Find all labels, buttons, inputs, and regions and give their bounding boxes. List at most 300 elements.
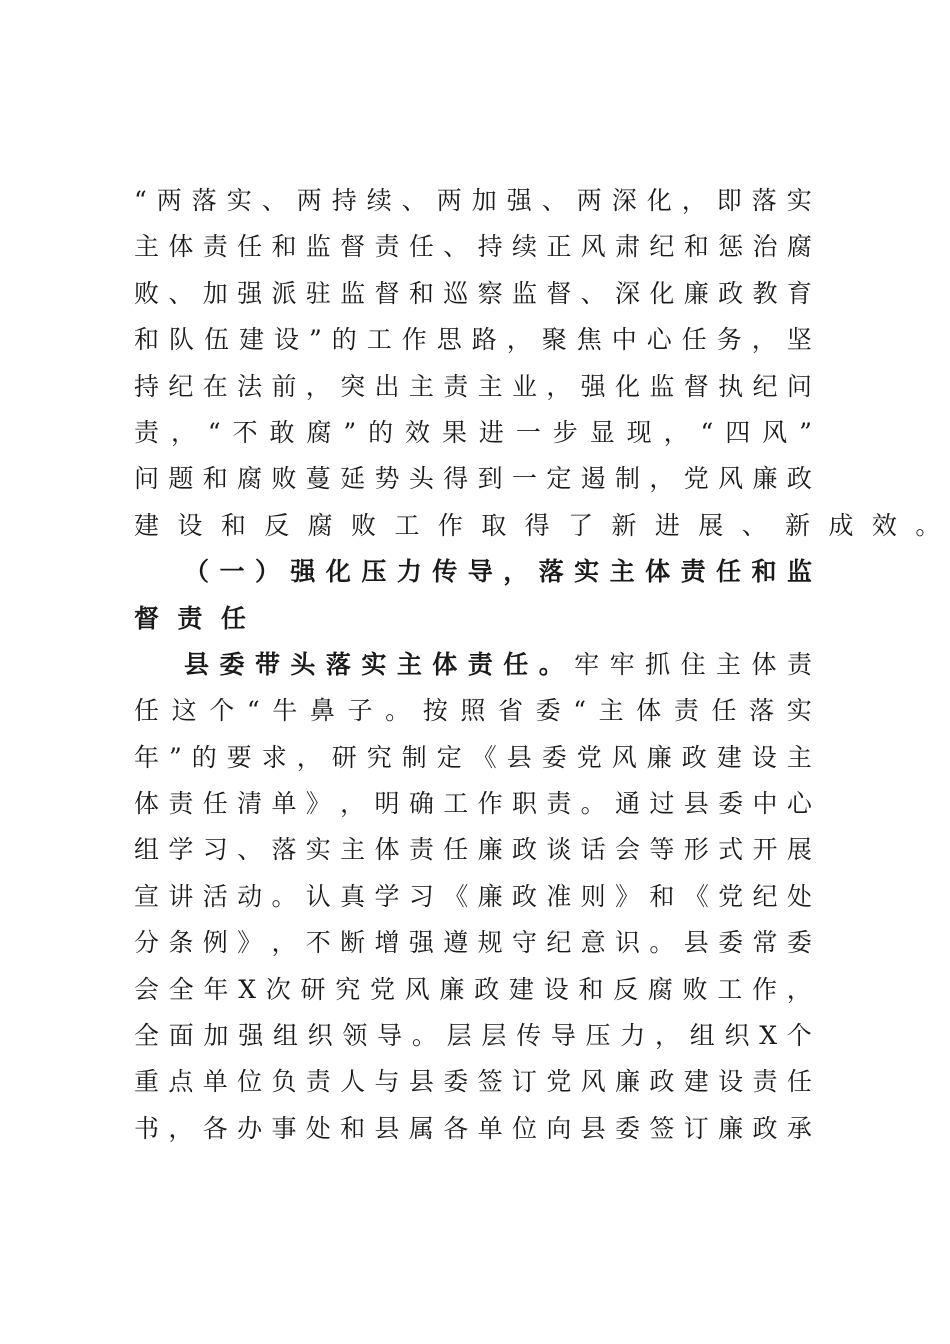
paragraph-line <box>134 271 812 317</box>
glyph: 实 <box>574 557 600 587</box>
glyph: 一 <box>511 464 537 494</box>
glyph: 个 <box>209 696 235 726</box>
glyph: 各 <box>443 1113 469 1143</box>
glyph: 识 <box>615 928 641 958</box>
glyph: 果 <box>441 417 467 447</box>
glyph: 》 <box>615 881 641 911</box>
glyph: 清 <box>237 789 263 819</box>
glyph: 工 <box>443 789 469 819</box>
glyph: 化 <box>649 278 675 308</box>
glyph: 织 <box>724 1021 750 1051</box>
glyph: 焦 <box>576 325 602 355</box>
glyph: 组 <box>689 1021 715 1051</box>
glyph: 教 <box>752 278 778 308</box>
glyph: 责 <box>680 557 706 587</box>
glyph: 主 <box>786 742 812 772</box>
glyph: ） <box>254 557 280 587</box>
glyph: 廉 <box>752 464 778 494</box>
glyph: 设 <box>751 742 777 772</box>
glyph: 、 <box>401 186 427 215</box>
glyph: 习 <box>408 881 434 911</box>
glyph: 新 <box>611 510 637 540</box>
glyph: 住 <box>680 649 706 679</box>
glyph: 组 <box>272 1021 298 1051</box>
glyph: 属 <box>408 1113 434 1143</box>
glyph: 面 <box>168 1021 194 1051</box>
glyph: 遵 <box>443 928 469 958</box>
glyph: 党 <box>546 1067 572 1097</box>
glyph: 委 <box>443 1067 469 1097</box>
glyph: 个 <box>786 1021 812 1051</box>
glyph: 的 <box>368 417 394 447</box>
glyph: 建 <box>508 974 534 1004</box>
glyph: 委 <box>535 696 561 726</box>
glyph: 实 <box>786 696 812 726</box>
glyph: 各 <box>202 1113 228 1143</box>
glyph: 和 <box>751 557 777 587</box>
glyph: 》 <box>237 928 263 958</box>
glyph: 心 <box>786 789 812 819</box>
glyph: 体 <box>636 696 662 726</box>
glyph: 强 <box>290 557 316 587</box>
glyph: “ <box>700 417 714 447</box>
glyph: 牛 <box>272 696 298 726</box>
glyph: 设 <box>274 325 300 355</box>
glyph: 败 <box>351 510 377 540</box>
glyph: 牢 <box>574 649 600 679</box>
glyph: 进 <box>478 417 504 447</box>
glyph: ” <box>169 742 182 772</box>
glyph: 主 <box>716 649 742 679</box>
glyph: 了 <box>568 510 594 540</box>
glyph: 过 <box>649 789 675 819</box>
glyph: 县 <box>506 742 532 772</box>
glyph: 两 <box>156 186 182 215</box>
glyph: 制 <box>615 464 641 494</box>
glyph: 督 <box>374 278 400 308</box>
glyph: 驻 <box>305 278 331 308</box>
glyph: 。 <box>385 696 411 726</box>
glyph: 政 <box>752 1113 778 1143</box>
glyph: ， <box>168 1113 194 1143</box>
glyph: 职 <box>511 789 537 819</box>
glyph: 准 <box>546 881 572 911</box>
glyph: 学 <box>168 835 194 865</box>
glyph: 处 <box>305 1113 331 1143</box>
glyph: 动 <box>237 881 263 911</box>
glyph: 明 <box>374 789 400 819</box>
glyph: 这 <box>171 696 197 726</box>
glyph: 传 <box>432 557 458 587</box>
glyph: 宣 <box>134 881 160 911</box>
glyph: 和 <box>134 325 160 355</box>
glyph: 任 <box>237 232 263 262</box>
glyph: 委 <box>718 789 744 819</box>
glyph: 照 <box>460 696 486 726</box>
glyph: 体 <box>374 835 400 865</box>
glyph: 政 <box>786 464 812 494</box>
glyph: 体 <box>432 649 458 679</box>
glyph: 和 <box>649 881 675 911</box>
glyph: 题 <box>168 464 194 494</box>
glyph: 求 <box>261 742 287 772</box>
glyph: 意 <box>580 928 606 958</box>
paragraph-line <box>134 224 812 270</box>
glyph: 一 <box>219 557 245 587</box>
glyph: 县 <box>374 1113 400 1143</box>
glyph: 坚 <box>786 325 812 355</box>
glyph: 和 <box>683 232 709 262</box>
glyph: 建 <box>683 1067 709 1097</box>
glyph: 带 <box>254 649 280 679</box>
glyph: X <box>759 1021 778 1051</box>
glyph: 治 <box>752 232 778 262</box>
paragraph-line <box>134 364 812 410</box>
glyph: 风 <box>580 1067 606 1097</box>
glyph: 、 <box>741 510 767 540</box>
paragraph-line <box>134 827 812 873</box>
glyph: 责 <box>305 1067 331 1097</box>
glyph: 两 <box>576 186 602 215</box>
glyph: 主 <box>408 371 434 401</box>
glyph: 深 <box>615 278 641 308</box>
glyph: 深 <box>611 186 637 215</box>
glyph: 织 <box>307 1021 333 1051</box>
glyph: 体 <box>751 649 777 679</box>
glyph: 化 <box>325 557 351 587</box>
glyph: 廉 <box>718 1113 744 1143</box>
glyph: ， <box>506 325 532 355</box>
glyph: 按 <box>422 696 448 726</box>
glyph: 腐 <box>786 232 812 262</box>
glyph: 任 <box>202 789 228 819</box>
glyph: 开 <box>752 835 778 865</box>
glyph: 效 <box>405 417 431 447</box>
glyph: 党 <box>369 974 395 1004</box>
glyph: 督 <box>134 603 160 633</box>
glyph: 导 <box>377 1021 403 1051</box>
glyph: 作 <box>477 789 503 819</box>
glyph: 增 <box>374 928 400 958</box>
glyph: 腐 <box>237 464 263 494</box>
glyph: 思 <box>436 325 462 355</box>
glyph: 续 <box>511 232 537 262</box>
glyph: 心 <box>646 325 672 355</box>
glyph: 效 <box>871 510 897 540</box>
paragraph-line <box>134 1013 812 1059</box>
glyph: 加 <box>202 278 228 308</box>
glyph: 分 <box>134 928 160 958</box>
glyph: 任 <box>716 557 742 587</box>
glyph: 单 <box>202 1067 228 1097</box>
glyph: 的 <box>331 325 357 355</box>
glyph: 年 <box>203 974 229 1004</box>
glyph: 落 <box>538 557 564 587</box>
glyph: 蔓 <box>305 464 331 494</box>
glyph: ， <box>681 186 707 215</box>
glyph: 位 <box>237 1067 263 1097</box>
glyph: 落 <box>749 696 775 726</box>
glyph: 层 <box>446 1021 472 1051</box>
glyph: 遏 <box>580 464 606 494</box>
glyph: ” <box>309 325 322 355</box>
glyph: 加 <box>203 1021 229 1051</box>
glyph: 责 <box>752 1067 778 1097</box>
glyph: 会 <box>615 835 641 865</box>
glyph: 《 <box>443 881 469 911</box>
paragraph-line <box>134 410 812 456</box>
glyph: 办 <box>237 1113 263 1143</box>
glyph: 讲 <box>168 881 194 911</box>
glyph: 研 <box>331 742 357 772</box>
glyph: 头 <box>408 464 434 494</box>
glyph: 任 <box>408 232 434 262</box>
glyph: 、 <box>580 278 606 308</box>
glyph: ， <box>296 742 322 772</box>
glyph: 监 <box>340 278 366 308</box>
glyph: 抓 <box>645 649 671 679</box>
glyph: 、 <box>261 186 287 215</box>
glyph: 新 <box>785 510 811 540</box>
glyph: 作 <box>437 510 463 540</box>
glyph: 定 <box>436 742 462 772</box>
glyph: 导 <box>550 1021 576 1051</box>
glyph: 败 <box>271 464 297 494</box>
glyph: 廉 <box>615 1067 641 1097</box>
glyph: 体 <box>134 789 160 819</box>
glyph: 监 <box>786 557 812 587</box>
glyph: 落 <box>271 835 297 865</box>
glyph: 督 <box>340 232 366 262</box>
glyph: 话 <box>580 835 606 865</box>
glyph: 党 <box>576 742 602 772</box>
paragraph-line <box>134 456 812 502</box>
glyph: 问 <box>134 464 160 494</box>
glyph: 党 <box>683 464 709 494</box>
glyph: 腐 <box>306 417 332 447</box>
glyph: 研 <box>300 974 326 1004</box>
glyph: 廉 <box>646 742 672 772</box>
glyph: ” <box>343 417 357 447</box>
glyph: 督 <box>546 278 572 308</box>
glyph: 展 <box>786 835 812 865</box>
glyph: 风 <box>718 464 744 494</box>
glyph: 政 <box>511 835 537 865</box>
glyph: 政 <box>718 278 744 308</box>
glyph: 不 <box>305 928 331 958</box>
glyph: 政 <box>681 742 707 772</box>
glyph: 纪 <box>752 371 778 401</box>
glyph: 订 <box>511 1067 537 1097</box>
glyph: 点 <box>168 1067 194 1097</box>
glyph: 势 <box>374 464 400 494</box>
glyph: 习 <box>202 835 228 865</box>
glyph: 处 <box>786 881 812 911</box>
glyph: 力 <box>620 1021 646 1051</box>
glyph: 前 <box>271 371 297 401</box>
glyph: 任 <box>711 696 737 726</box>
glyph: 任 <box>134 696 160 726</box>
glyph: 持 <box>134 371 160 401</box>
glyph: 惩 <box>718 232 744 262</box>
glyph: 化 <box>615 371 641 401</box>
glyph: 全 <box>168 974 194 1004</box>
glyph: 县 <box>184 649 210 679</box>
paragraph-line <box>134 967 812 1013</box>
glyph: 进 <box>654 510 680 540</box>
glyph: ， <box>786 974 812 1004</box>
glyph: 工 <box>394 510 420 540</box>
glyph: 组 <box>134 835 160 865</box>
glyph: 正 <box>546 232 572 262</box>
glyph: 制 <box>401 742 427 772</box>
glyph: 中 <box>611 325 637 355</box>
glyph: 式 <box>718 835 744 865</box>
glyph: 重 <box>134 1067 160 1097</box>
glyph: 到 <box>477 464 503 494</box>
glyph: 究 <box>335 974 361 1004</box>
glyph: 承 <box>786 1113 812 1143</box>
glyph: 责 <box>202 232 228 262</box>
glyph: ， <box>751 325 777 355</box>
glyph: 纪 <box>546 928 572 958</box>
glyph: 《 <box>471 742 497 772</box>
glyph: 和 <box>271 232 297 262</box>
glyph: 察 <box>477 278 503 308</box>
glyph: 强 <box>408 928 434 958</box>
glyph: 队 <box>169 325 195 355</box>
paragraph-line <box>134 688 812 734</box>
glyph: 压 <box>585 1021 611 1051</box>
glyph: 县 <box>683 789 709 819</box>
glyph: 得 <box>443 464 469 494</box>
glyph: 两 <box>436 186 462 215</box>
glyph: 层 <box>481 1021 507 1051</box>
paragraph-line <box>134 317 812 363</box>
glyph: 传 <box>516 1021 542 1051</box>
glyph: 作 <box>401 325 427 355</box>
glyph: 敢 <box>269 417 295 447</box>
glyph: 负 <box>271 1067 297 1097</box>
glyph: 延 <box>340 464 366 494</box>
glyph: 聚 <box>541 325 567 355</box>
glyph: 。 <box>271 881 297 911</box>
glyph: 主 <box>609 557 635 587</box>
glyph: 则 <box>580 881 606 911</box>
glyph: 肃 <box>615 232 641 262</box>
glyph: 实 <box>226 186 252 215</box>
glyph: 强 <box>506 186 532 215</box>
glyph: 风 <box>580 232 606 262</box>
glyph: 年 <box>134 742 160 772</box>
glyph: 责 <box>443 371 469 401</box>
glyph: 责 <box>467 649 493 679</box>
glyph: 与 <box>374 1067 400 1097</box>
glyph: 腐 <box>647 974 673 1004</box>
glyph: 责 <box>786 649 812 679</box>
section-heading-line <box>134 596 812 642</box>
glyph: 活 <box>202 881 228 911</box>
glyph: 常 <box>752 928 778 958</box>
glyph: 力 <box>396 557 422 587</box>
glyph: 责 <box>408 835 434 865</box>
glyph: 的 <box>191 742 217 772</box>
glyph: 全 <box>134 1021 160 1051</box>
paragraph-line <box>134 735 812 781</box>
glyph: 、 <box>541 186 567 215</box>
glyph: 业 <box>511 371 537 401</box>
glyph: 纪 <box>752 881 778 911</box>
glyph: 牢 <box>609 649 635 679</box>
glyph: 任 <box>681 325 707 355</box>
paragraph-line <box>134 178 812 224</box>
glyph: 步 <box>552 417 578 447</box>
glyph: 位 <box>511 1113 537 1143</box>
glyph: 风 <box>762 417 788 447</box>
glyph: 显 <box>589 417 615 447</box>
glyph: 主 <box>477 371 503 401</box>
glyph: 派 <box>271 278 297 308</box>
glyph: 会 <box>134 974 160 1004</box>
glyph: 子 <box>347 696 373 726</box>
glyph: 落 <box>325 649 351 679</box>
glyph: 务 <box>716 325 742 355</box>
glyph: 纪 <box>168 371 194 401</box>
glyph: 。 <box>649 928 675 958</box>
glyph: 单 <box>271 789 297 819</box>
glyph: 出 <box>374 371 400 401</box>
paragraph-line <box>134 920 812 966</box>
glyph: 落 <box>751 186 777 215</box>
glyph: 确 <box>408 789 434 819</box>
glyph: 路 <box>471 325 497 355</box>
glyph: 和 <box>220 510 246 540</box>
glyph: “ <box>207 417 221 447</box>
glyph: 通 <box>615 789 641 819</box>
glyph: 督 <box>683 371 709 401</box>
glyph: 例 <box>202 928 228 958</box>
glyph: 事 <box>271 1113 297 1143</box>
glyph: 作 <box>752 974 778 1004</box>
glyph: 两 <box>296 186 322 215</box>
glyph: 一 <box>515 417 541 447</box>
document-body <box>134 178 941 1152</box>
glyph: 反 <box>264 510 290 540</box>
glyph: 败 <box>682 974 708 1004</box>
glyph: 取 <box>481 510 507 540</box>
glyph: 现 <box>626 417 652 447</box>
glyph: 主 <box>340 835 366 865</box>
glyph: 续 <box>366 186 392 215</box>
glyph: 和 <box>340 1113 366 1143</box>
glyph: 责 <box>673 696 699 726</box>
glyph: 廉 <box>477 881 503 911</box>
glyph: 强 <box>238 1021 264 1051</box>
glyph: 建 <box>716 742 742 772</box>
glyph: 规 <box>477 928 503 958</box>
glyph: 任 <box>443 835 469 865</box>
glyph: 主 <box>134 232 160 262</box>
glyph: 政 <box>649 1067 675 1097</box>
glyph: 败 <box>134 278 160 308</box>
glyph: 设 <box>543 974 569 1004</box>
glyph: 体 <box>645 557 671 587</box>
glyph: 书 <box>134 1113 160 1143</box>
glyph: 问 <box>786 371 812 401</box>
glyph: 成 <box>828 510 854 540</box>
glyph: ， <box>271 928 297 958</box>
glyph: 订 <box>683 1113 709 1143</box>
